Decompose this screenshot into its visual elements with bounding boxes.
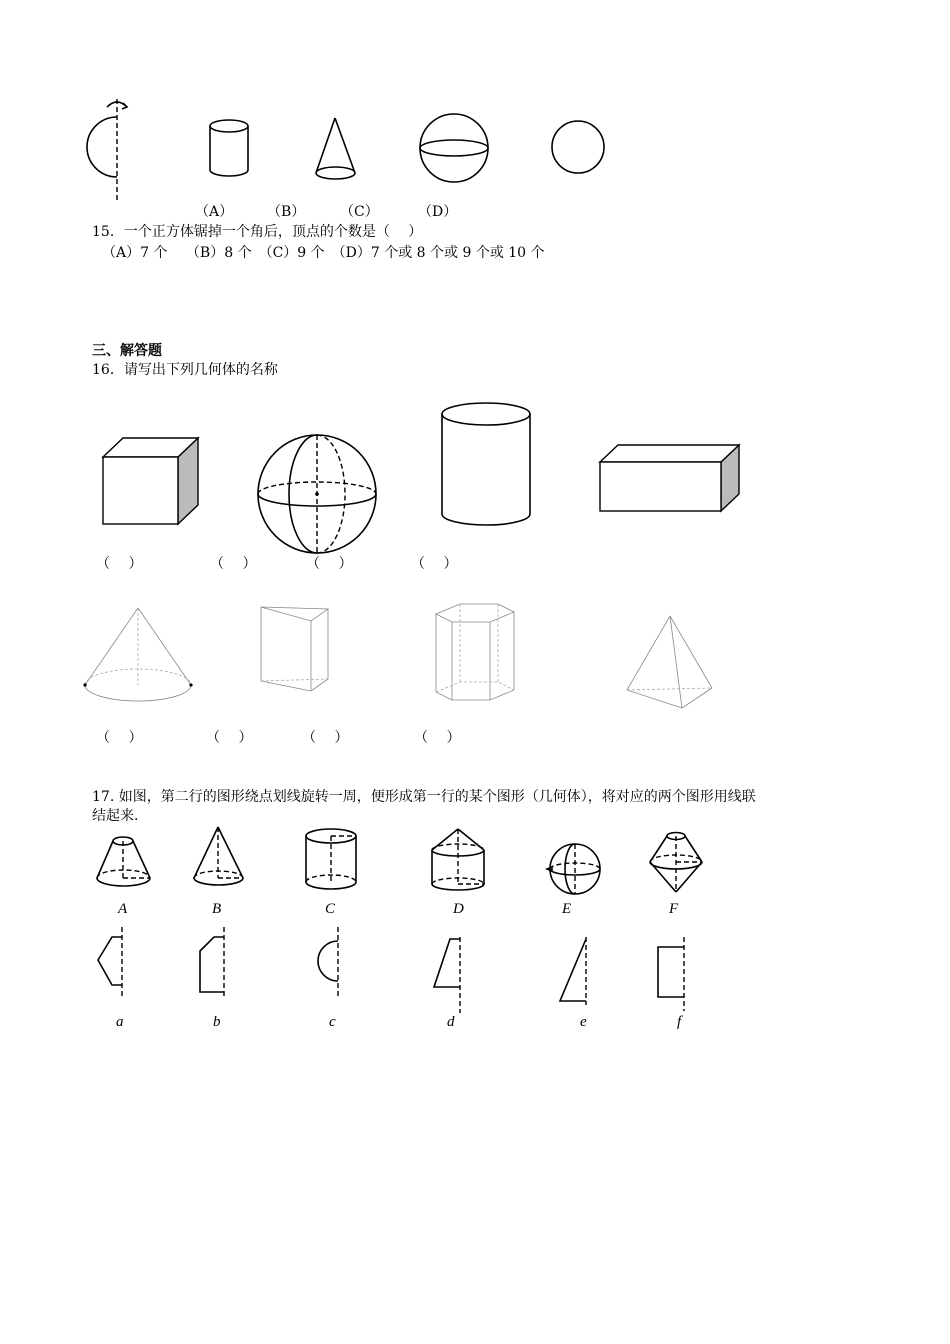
q16-blank-4[interactable]: （ ） — [411, 556, 458, 572]
q17-shape-c-semicircle — [308, 925, 344, 1000]
q17-bottom-label-f: f — [677, 1014, 682, 1030]
q17-bottom-label-d: d — [447, 1014, 455, 1030]
q17-top-label-c: C — [325, 901, 336, 917]
q14-option-d-label[interactable]: （D） — [418, 204, 458, 220]
q17-shape-d-right-triangle — [430, 935, 466, 1015]
q14-option-b-cone — [312, 115, 362, 183]
q16-cone-figure — [82, 605, 194, 707]
q16-blank-1[interactable]: （ ） — [96, 556, 143, 572]
q17-bottom-label-b: b — [213, 1014, 221, 1030]
q17-solid-b-cone — [190, 824, 250, 892]
q17-solid-e-sphere — [544, 842, 608, 898]
q14-half-circle-rotation-figure — [85, 95, 135, 205]
q16-blank-7[interactable]: （ ） — [302, 730, 349, 746]
q17-bottom-label-a: a — [116, 1014, 124, 1030]
q16-pyramid-figure — [624, 612, 716, 712]
q17-bottom-label-e: e — [580, 1014, 587, 1030]
q17-bottom-label-c: c — [329, 1014, 336, 1030]
q17-top-label-e: E — [562, 901, 572, 917]
q16-blank-8[interactable]: （ ） — [414, 730, 461, 746]
q17-stem-line2: 结起来. — [92, 808, 139, 824]
q14-option-c-label[interactable]: （C） — [340, 204, 379, 220]
q14-option-a-label[interactable]: （A） — [195, 204, 234, 220]
q17-top-label-f: F — [669, 901, 679, 917]
q17-shape-f-rectangle — [654, 935, 690, 1015]
q16-blank-2[interactable]: （ ） — [210, 556, 257, 572]
q15-choices[interactable]: （A）7 个 （B）8 个 （C）9 个 （D）7 个或 8 个或 9 个或 10 个 — [102, 245, 545, 261]
q14-option-b-label[interactable]: （B） — [267, 204, 306, 220]
section-title: 三、解答题 — [92, 343, 162, 359]
q16-stem: 16．请写出下列几何体的名称 — [92, 362, 278, 378]
q16-blank-6[interactable]: （ ） — [206, 730, 253, 746]
q16-triangular-prism-figure — [256, 603, 336, 693]
q15-stem: 15．一个正方体锯掉一个角后，顶点的个数是（ ） — [92, 224, 423, 240]
q17-solid-a-frustum — [94, 832, 156, 892]
q17-solid-c-cylinder — [302, 826, 362, 894]
q16-cylinder-figure — [438, 400, 536, 530]
q17-shape-a-trapezoid-side — [94, 925, 128, 1000]
q14-option-d-circle — [549, 118, 609, 178]
q16-hexagonal-prism-figure — [432, 602, 522, 704]
q16-blank-5[interactable]: （ ） — [96, 730, 143, 746]
q17-stem-line1: 17. 如图，第二行的图形绕点划线旋转一周，便形成第一行的某个图形（几何体），将对应的两个图形用线联 — [92, 789, 756, 805]
q17-shape-e-triangle — [556, 935, 592, 1015]
q17-top-label-d: D — [453, 901, 464, 917]
q14-option-c-sphere — [418, 112, 490, 186]
q16-cuboid-figure — [597, 442, 745, 514]
q17-solid-f-double-cone — [646, 828, 708, 898]
q17-shape-b-beveled-rectangle — [196, 925, 230, 1000]
q17-solid-d-cone-on-cylinder — [428, 826, 490, 894]
q17-top-label-a: A — [118, 901, 128, 917]
q14-option-a-cylinder — [205, 118, 255, 180]
q17-top-label-b: B — [212, 901, 222, 917]
q16-sphere-figure — [255, 432, 383, 554]
q16-cube-figure — [100, 435, 205, 530]
q16-blank-3[interactable]: （ ） — [306, 556, 353, 572]
